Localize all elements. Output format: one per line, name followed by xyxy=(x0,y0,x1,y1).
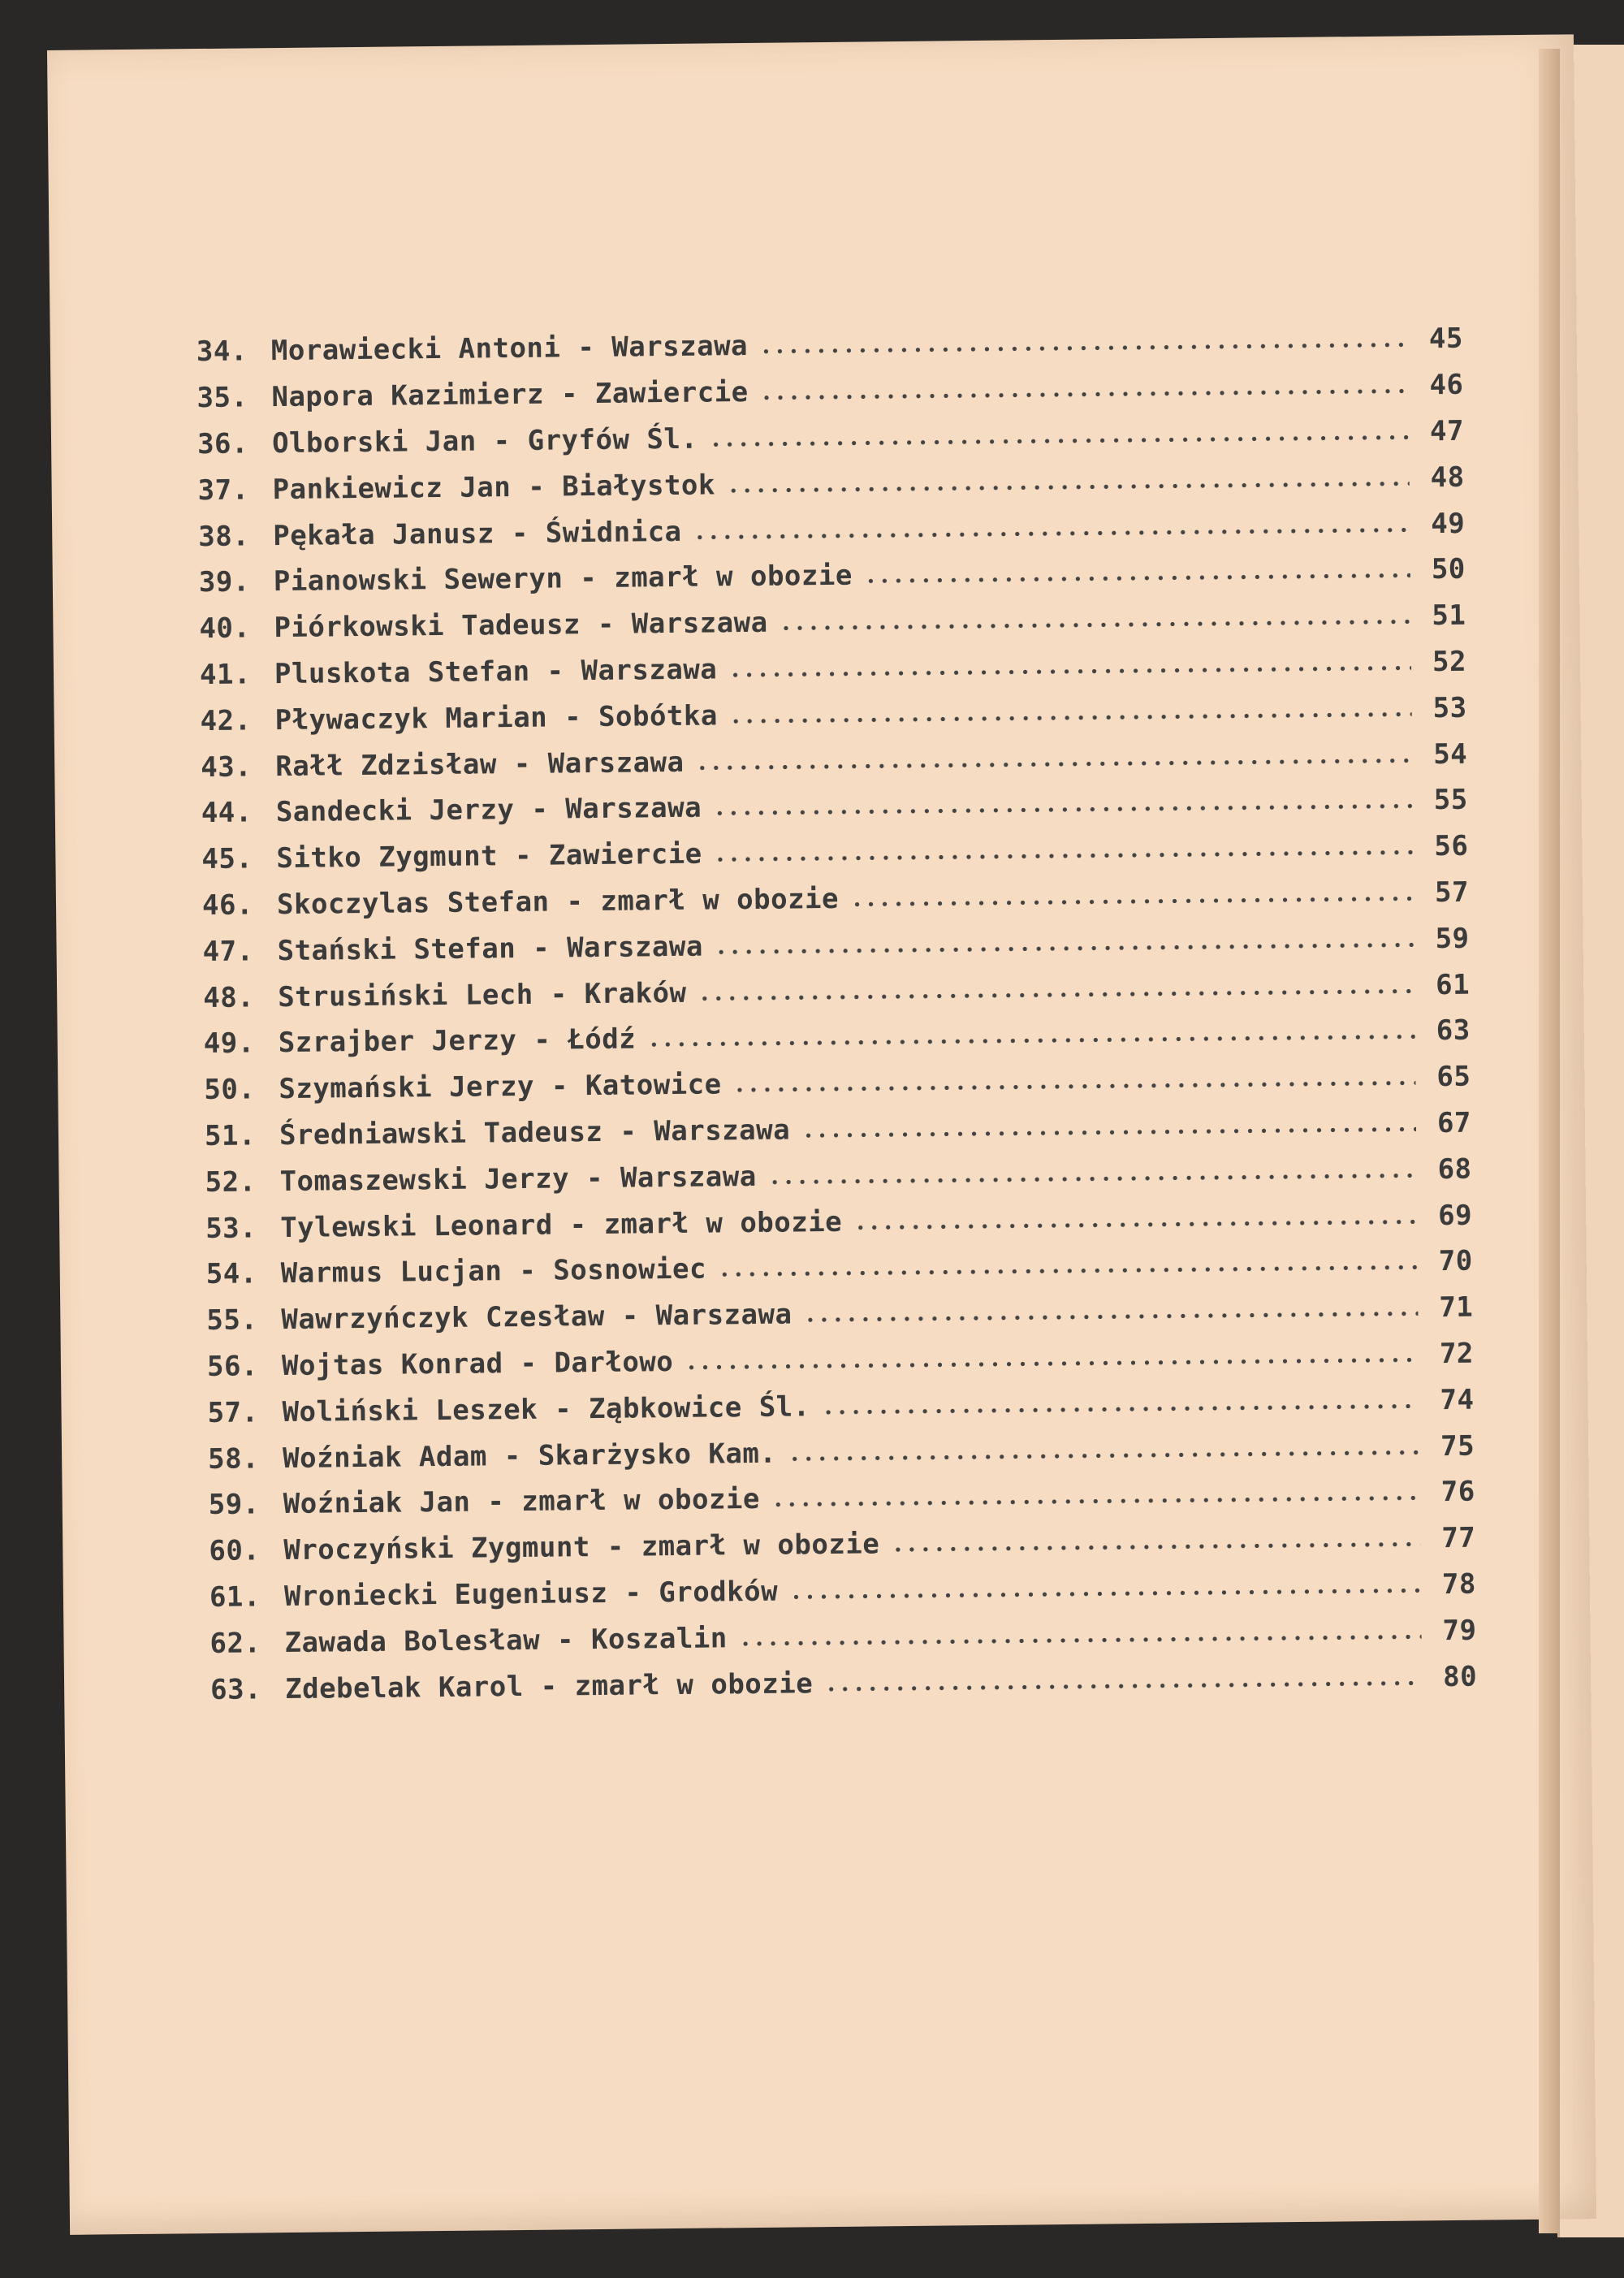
entry-name: Skoczylas Stefan - zmarł w obozie xyxy=(276,882,840,922)
dot-leader xyxy=(768,1173,1417,1184)
entry-name: Pływaczyk Marian - Sobótka xyxy=(274,699,719,737)
entry-number: 41. xyxy=(199,658,252,692)
entry-page-number: 63 xyxy=(1436,1014,1471,1048)
entry-number: 53. xyxy=(205,1211,257,1245)
entry-number: 42. xyxy=(200,704,252,737)
entry-page-number: 61 xyxy=(1435,968,1471,1001)
entry-number: 40. xyxy=(199,612,251,646)
entry-page-number: 51 xyxy=(1432,599,1466,633)
entry-name: Rałł Zdzisław - Warszawa xyxy=(275,746,685,783)
entry-number: 56. xyxy=(206,1350,259,1383)
entry-number: 38. xyxy=(198,520,250,553)
dot-leader xyxy=(853,1219,1417,1230)
entry-name: Woliński Leszek - Ząbkowice Śl. xyxy=(282,1390,810,1429)
entry-number: 62. xyxy=(209,1627,261,1660)
entry-page-number: 70 xyxy=(1438,1245,1473,1278)
entry-page-number: 48 xyxy=(1430,460,1465,494)
entry-page-number: 52 xyxy=(1432,645,1467,679)
entry-number: 34. xyxy=(196,335,248,369)
entry-name: Woźniak Jan - zmarł w obozie xyxy=(283,1483,761,1521)
dot-leader xyxy=(729,711,1412,724)
entry-name: Wroniecki Eugeniusz - Grodków xyxy=(283,1575,779,1613)
dot-leader xyxy=(771,1496,1420,1507)
entry-name: Strusiński Lech - Kraków xyxy=(278,976,687,1014)
page-gutter xyxy=(1539,49,1560,2233)
dot-leader xyxy=(822,1403,1419,1415)
entry-name: Olborski Jan - Gryfów Śl. xyxy=(271,422,698,460)
entry-name: Warmus Lucjan - Sosnowiec xyxy=(280,1252,707,1290)
entry-page-number: 47 xyxy=(1429,414,1465,448)
entry-page-number: 55 xyxy=(1433,784,1468,817)
entry-name: Pękała Janusz - Świdnica xyxy=(273,515,682,552)
entry-number: 63. xyxy=(209,1672,262,1706)
entry-page-number: 68 xyxy=(1437,1152,1472,1186)
entry-page-number: 49 xyxy=(1431,507,1466,540)
dot-leader xyxy=(718,1265,1418,1277)
dot-leader xyxy=(824,1680,1422,1692)
entry-number: 59. xyxy=(208,1488,260,1522)
dot-leader xyxy=(850,896,1414,906)
entry-number: 61. xyxy=(209,1580,261,1614)
table-of-contents xyxy=(197,316,1478,1713)
entry-page-number: 80 xyxy=(1442,1660,1478,1693)
entry-name: Pluskota Stefan - Warszawa xyxy=(274,653,718,691)
dot-leader xyxy=(789,1588,1421,1599)
dot-leader xyxy=(727,481,1410,493)
entry-number: 44. xyxy=(201,796,253,830)
entry-page-number: 77 xyxy=(1441,1521,1476,1555)
dot-leader xyxy=(733,1081,1416,1093)
entry-name: Sandecki Jerzy - Warszawa xyxy=(275,791,702,829)
entry-number: 47. xyxy=(202,935,254,968)
dot-leader xyxy=(760,389,1409,400)
entry-number: 60. xyxy=(209,1534,261,1568)
entry-name: Pankiewicz Jan - Białystok xyxy=(272,469,716,506)
dot-leader xyxy=(801,1126,1416,1138)
entry-number: 39. xyxy=(198,565,251,599)
entry-number: 55. xyxy=(206,1303,258,1338)
entry-name: Sitko Zygmunt - Zawiercie xyxy=(276,837,702,875)
entry-page-number: 71 xyxy=(1439,1290,1474,1325)
entry-page-number: 56 xyxy=(1434,829,1469,863)
entry-page-number: 76 xyxy=(1440,1475,1475,1509)
dot-leader xyxy=(685,1357,1419,1369)
entry-name: Wawrzyńczyk Czesław - Warszawa xyxy=(281,1298,793,1337)
entry-page-number: 79 xyxy=(1442,1614,1477,1647)
entry-name: Morawiecki Antoni - Warszawa xyxy=(270,330,749,368)
dot-leader xyxy=(803,1312,1418,1323)
entry-page-number: 57 xyxy=(1434,875,1470,910)
document-page xyxy=(47,34,1596,2235)
entry-page-number: 54 xyxy=(1433,737,1468,771)
dot-leader xyxy=(759,343,1408,354)
entry-name: Średniawski Tadeusz - Warszawa xyxy=(279,1113,791,1152)
entry-page-number: 78 xyxy=(1441,1567,1477,1602)
entry-number: 58. xyxy=(207,1442,260,1476)
dot-leader xyxy=(715,942,1415,954)
entry-name: Napora Kazimierz - Zawiercie xyxy=(271,376,749,414)
entry-page-number: 67 xyxy=(1436,1106,1472,1140)
entry-number: 43. xyxy=(201,750,253,784)
entry-name: Stański Stefan - Warszawa xyxy=(277,930,704,967)
dot-leader xyxy=(709,434,1409,447)
dot-leader xyxy=(788,1450,1419,1461)
entry-name: Zawada Bolesław - Koszalin xyxy=(284,1622,728,1659)
dot-leader xyxy=(696,758,1413,770)
dot-leader xyxy=(891,1541,1420,1552)
dot-leader xyxy=(728,665,1411,677)
entry-name: Zdebelak Karol - zmarł w obozie xyxy=(284,1666,814,1705)
dot-leader xyxy=(647,1035,1415,1048)
entry-name: Pianowski Seweryn - zmarł w obozie xyxy=(273,560,853,599)
entry-name: Tylewski Leonard - zmarł w obozie xyxy=(279,1205,843,1244)
entry-name: Piórkowski Tadeusz - Warszawa xyxy=(274,606,768,645)
entry-number: 45. xyxy=(201,842,253,876)
entry-number: 49. xyxy=(203,1027,255,1061)
entry-name: Szrajber Jerzy - Łódź xyxy=(278,1022,637,1060)
dot-leader xyxy=(739,1634,1422,1646)
dot-leader xyxy=(780,620,1411,631)
entry-number: 36. xyxy=(197,427,249,461)
entry-page-number: 69 xyxy=(1437,1199,1473,1232)
entry-name: Tomaszewski Jerzy - Warszawa xyxy=(279,1160,757,1198)
entry-number: 46. xyxy=(201,888,254,923)
dot-leader xyxy=(864,573,1410,584)
entry-page-number: 46 xyxy=(1429,368,1464,402)
entry-number: 48. xyxy=(203,980,255,1014)
entry-number: 50. xyxy=(204,1073,256,1107)
entry-page-number: 75 xyxy=(1440,1429,1475,1463)
entry-name: Wojtas Konrad - Darłowo xyxy=(281,1345,674,1382)
dot-leader xyxy=(693,527,1410,539)
entry-page-number: 50 xyxy=(1431,553,1466,586)
entry-page-number: 74 xyxy=(1440,1383,1475,1416)
entry-number: 57. xyxy=(207,1396,259,1429)
entry-page-number: 65 xyxy=(1436,1060,1471,1094)
entry-page-number: 53 xyxy=(1432,691,1467,724)
entry-number: 35. xyxy=(197,381,248,415)
entry-page-number: 59 xyxy=(1435,922,1470,955)
entry-page-number: 72 xyxy=(1439,1337,1475,1371)
dot-leader xyxy=(698,988,1415,1001)
entry-name: Wroczyński Zygmunt - zmarł w obozie xyxy=(283,1528,880,1567)
entry-number: 37. xyxy=(197,473,249,507)
entry-number: 52. xyxy=(205,1165,257,1199)
entry-name: Woźniak Adam - Skarżysko Kam. xyxy=(282,1437,777,1475)
entry-number: 51. xyxy=(204,1119,257,1152)
entry-page-number: 45 xyxy=(1428,322,1464,356)
entry-name: Szymański Jerzy - Katowice xyxy=(279,1068,722,1106)
dot-leader xyxy=(713,804,1413,816)
dot-leader xyxy=(714,850,1414,862)
entry-number: 54. xyxy=(205,1257,257,1291)
